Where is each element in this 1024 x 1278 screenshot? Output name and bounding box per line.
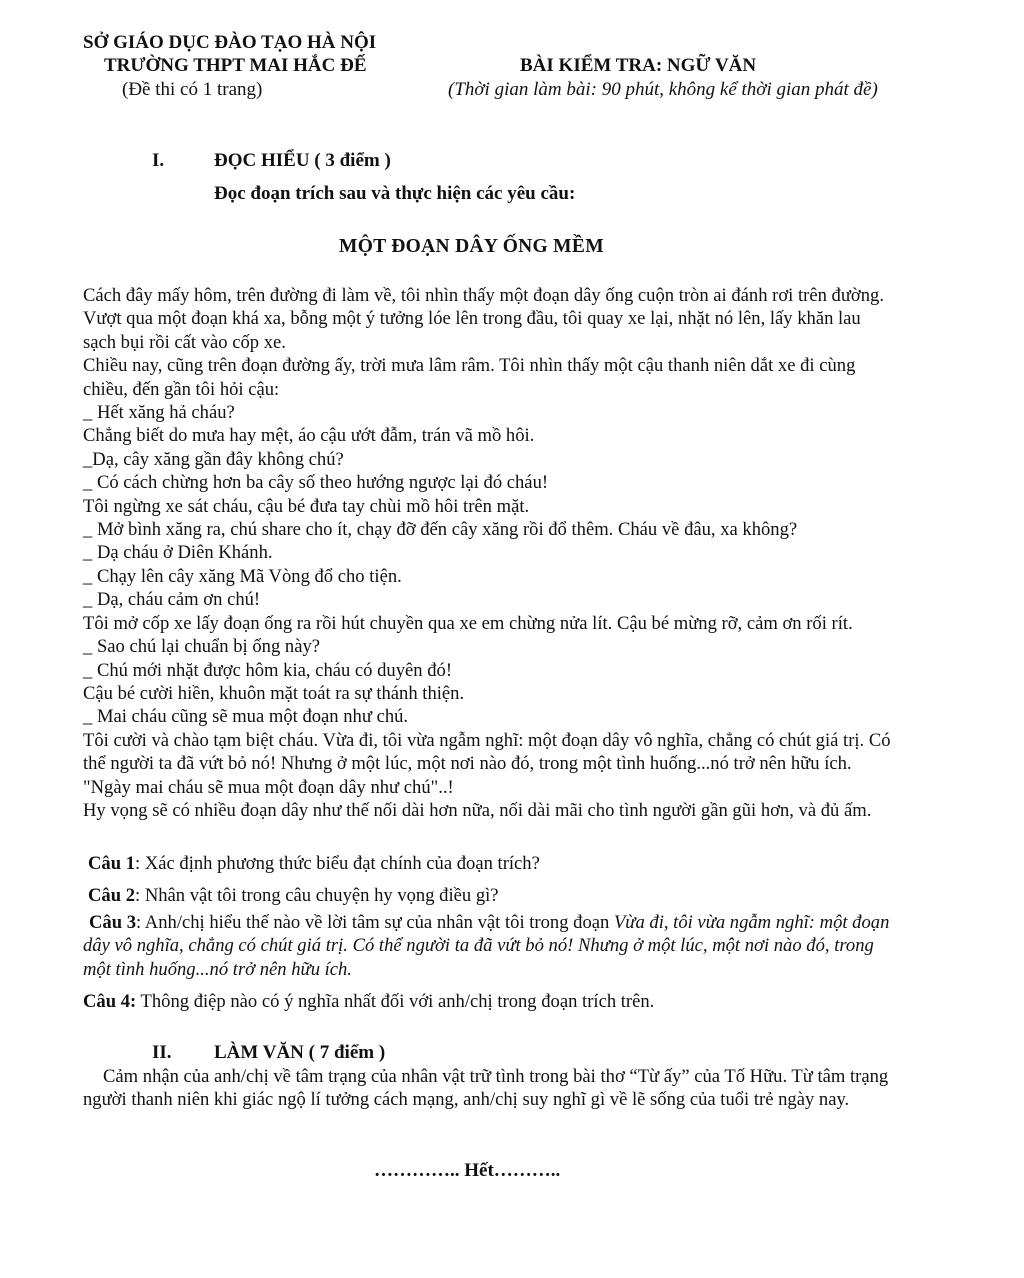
question-text: : Nhân vật tôi trong câu chuyện hy vọng điều gì?: [135, 885, 499, 906]
section1-number: I.: [152, 150, 165, 171]
question-3: [83, 911, 889, 981]
section2-title: LÀM VĂN ( 7 điểm ): [214, 1042, 386, 1063]
question-text: : Anh/chị hiểu thế nào về lời tâm sự của nhân vật tôi trong đoạn: [136, 912, 614, 933]
passage-line: Cậu bé cười hiền, khuôn mặt toát ra sự thánh thiện.: [83, 682, 465, 704]
prompt-line: Cảm nhận của anh/chị về tâm trạng của nhân vật trữ tình trong bài thơ “Từ ấy” của Tố Hữu. Từ tâm trạng: [103, 1066, 889, 1087]
question-label: Câu 1: [88, 853, 136, 874]
section2-number: II.: [152, 1042, 172, 1063]
passage-line: Tôi ngừng xe sát cháu, cậu bé đưa tay chùi mồ hôi trên mặt.: [83, 495, 530, 517]
question-text: : Xác định phương thức biểu đạt chính của đoạn trích?: [135, 853, 540, 874]
passage-line: _ Mở bình xăng ra, chú share cho ít, chạy đỡ đến cây xăng rồi đổ thêm. Cháu về đâu, xa không?: [83, 519, 798, 541]
question-label: Câu 3: [89, 912, 137, 933]
question-1: [88, 852, 540, 875]
passage-line: _ Mai cháu cũng sẽ mua một đoạn như chú.: [83, 706, 409, 728]
passage-line: _Dạ, cây xăng gần đây không chú?: [83, 448, 344, 470]
passage-title: MỘT ĐOẠN DÂY ỐNG MỀM: [339, 236, 604, 257]
section1-instruction: Đọc đoạn trích sau và thực hiện các yêu cầu:: [214, 183, 576, 204]
exam-title: BÀI KIỂM TRA: NGỮ VĂN: [520, 55, 757, 76]
passage-line: Chiều nay, cũng trên đoạn đường ấy, trời mưa lâm râm. Tôi nhìn thấy một cậu thanh niên dắt xe đi cùng: [83, 355, 856, 377]
prompt-line: người thanh niên khi giác ngộ lí tưởng cách mạng, anh/chị suy nghĩ gì về lẽ sống của tuổi trẻ ngày nay.: [83, 1089, 850, 1111]
passage-line: "Ngày mai cháu sẽ mua một đoạn dây như chú"..!: [83, 776, 454, 798]
department-name: SỞ GIÁO DỤC ĐÀO TẠO HÀ NỘI: [83, 32, 377, 53]
passage-line: _ Sao chú lại chuẩn bị ống này?: [83, 636, 321, 658]
passage-line: _ Chạy lên cây xăng Mã Vòng đổ cho tiện.: [83, 565, 402, 587]
section1-title: ĐỌC HIỂU ( 3 điểm ): [214, 150, 391, 171]
question-text: Thông điệp nào có ý nghĩa nhất đối với anh/chị trong đoạn trích trên.: [136, 991, 655, 1012]
passage-line: thể người ta đã vứt bỏ nó! Nhưng ở một lúc, một nơi nào đó, trong một tình huống...nó trở nên hữu ích.: [83, 753, 852, 775]
school-name: TRƯỜNG THPT MAI HẮC ĐẾ: [104, 55, 367, 76]
passage-line: Hy vọng sẽ có nhiều đoạn dây như thế nối dài hơn nữa, nối dài mãi cho tình người gần gũi hơn, và đủ ấm.: [83, 799, 872, 821]
passage-line: _ Dạ cháu ở Diên Khánh.: [83, 542, 273, 564]
question-quote: Vừa đi, tôi vừa ngẫm nghĩ: một đoạn: [613, 912, 890, 933]
passage-line: Tôi mở cốp xe lấy đoạn ống ra rồi hút chuyền qua xe em chừng nửa lít. Cậu bé mừng rỡ, cảm ơn rối rít.: [83, 612, 853, 634]
question-2: [88, 884, 499, 907]
passage-line: Cách đây mấy hôm, trên đường đi làm về, tôi nhìn thấy một đoạn dây ống cuộn tròn ai đánh rơi trên đường.: [83, 285, 884, 306]
passage-line: _ Dạ, cháu cảm ơn chú!: [83, 589, 261, 611]
question-quote: một tình huống...nó trở nên hữu ích.: [83, 958, 353, 980]
question-quote: dây vô nghĩa, chẳng có chút giá trị. Có thể người ta đã vứt bỏ nó! Nhưng ở một lúc, một nơi nào đó, trong: [83, 935, 874, 957]
passage-line: Chẳng biết do mưa hay mệt, áo cậu ướt đẫm, trán vã mồ hôi.: [83, 425, 535, 447]
passage: [83, 284, 891, 822]
end-marker: ………….. Hết………..: [374, 1160, 561, 1181]
passage-line: sạch bụi rồi cất vào cốp xe.: [83, 331, 286, 353]
section2-prompt: [83, 1065, 888, 1112]
passage-line: _ Hết xăng hả cháu?: [83, 402, 235, 424]
question-label: Câu 2: [88, 885, 136, 906]
passage-line: _ Chú mới nhặt được hôm kia, cháu có duyên đó!: [83, 659, 453, 681]
question-4: [83, 990, 654, 1013]
passage-line: Tôi cười và chào tạm biệt cháu. Vừa đi, tôi vừa ngẫm nghĩ: một đoạn dây vô nghĩa, chẳng có chút giá trị. Có: [83, 729, 891, 751]
passage-line: chiều, đến gần tôi hỏi cậu:: [83, 378, 280, 400]
passage-line: _ Có cách chừng hơn ba cây số theo hướng ngược lại đó cháu!: [83, 472, 549, 494]
question-label: Câu 4:: [83, 991, 137, 1012]
passage-line: Vượt qua một đoạn khá xa, bỗng một ý tưởng lóe lên trong đầu, tôi quay xe lại, nhặt nó lên, lấy khăn lau: [83, 308, 861, 330]
time-note: (Thời gian làm bài: 90 phút, không kể thời gian phát đề): [448, 79, 878, 100]
pages-note: (Đề thi có 1 trang): [122, 79, 263, 100]
